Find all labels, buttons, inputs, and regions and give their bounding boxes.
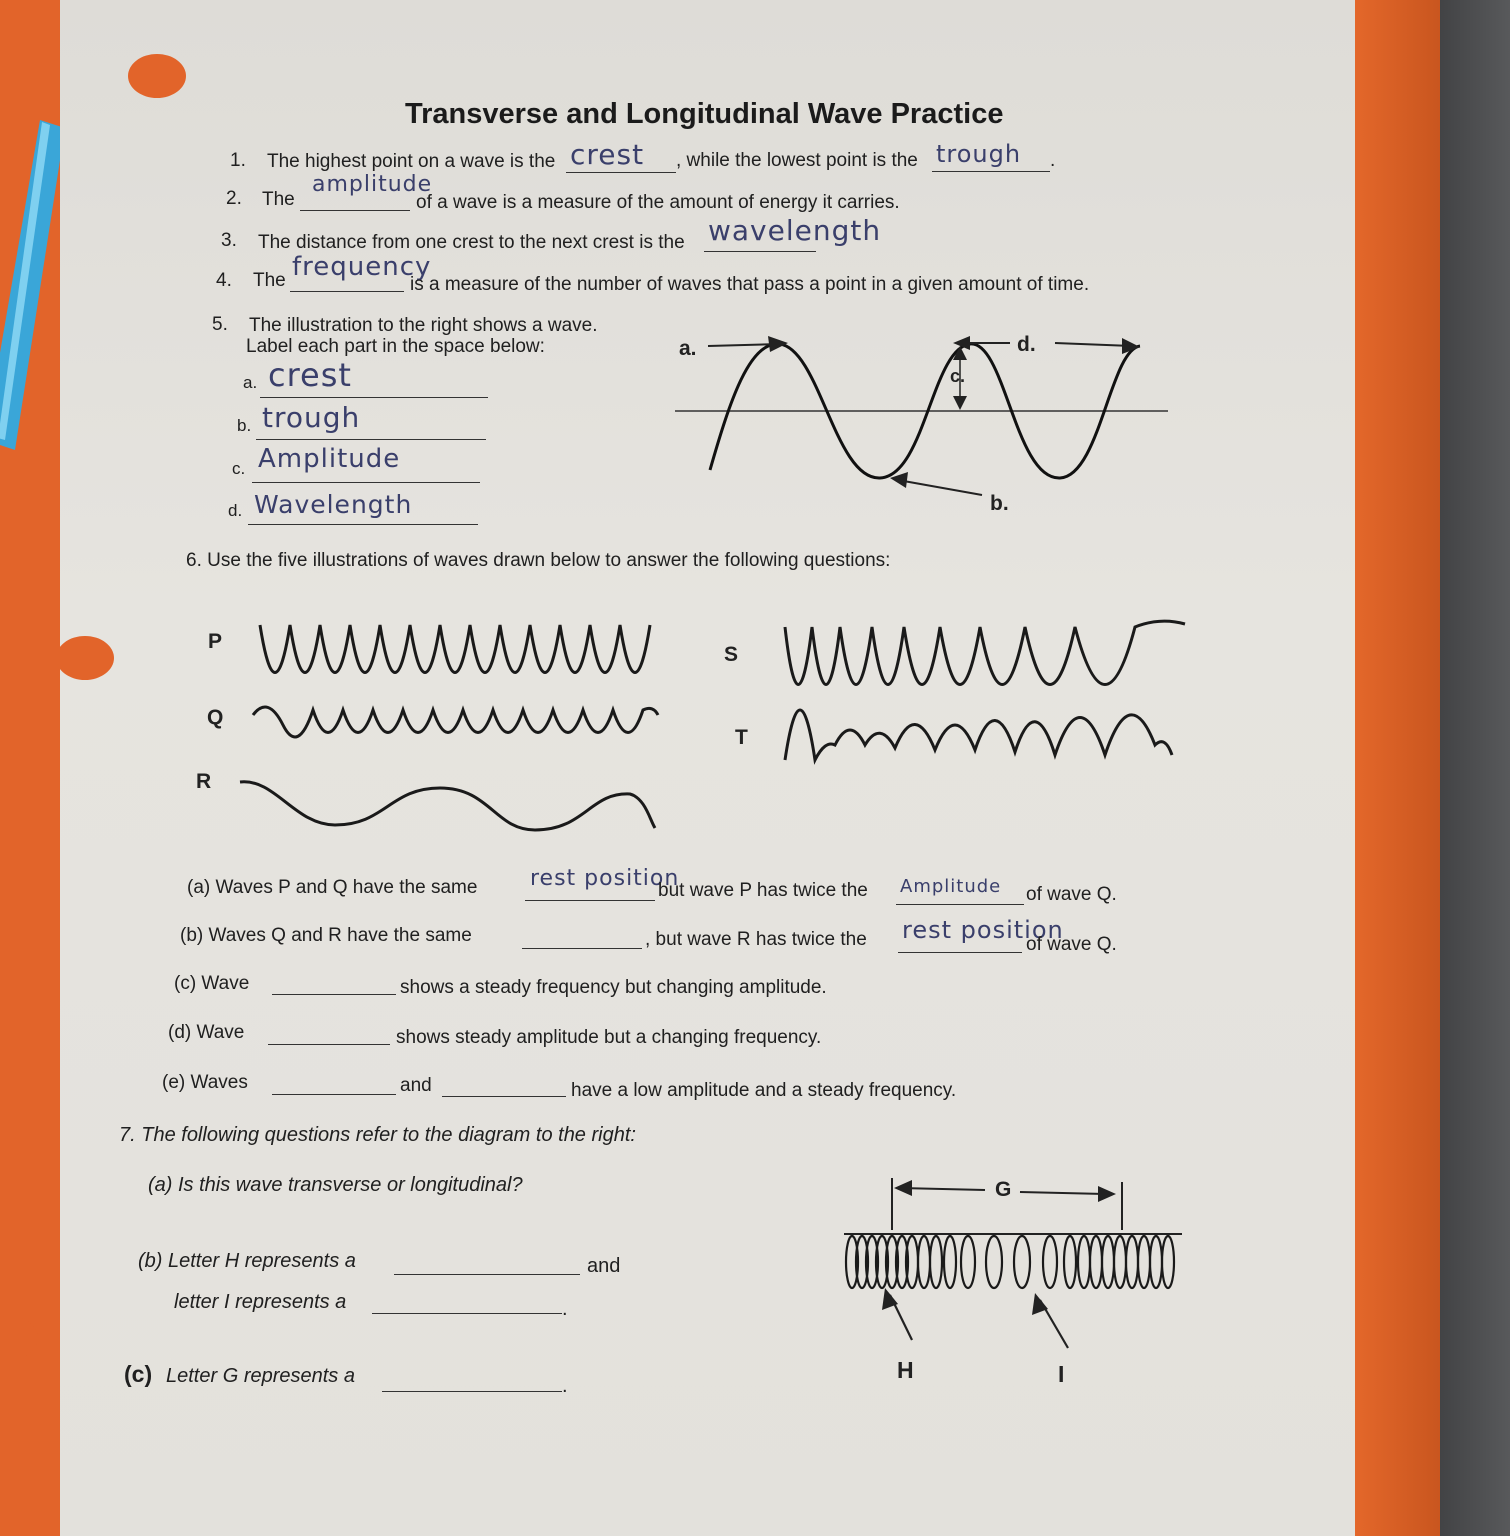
diagram-label-a: a.: [679, 337, 697, 360]
wave-label-s: S: [724, 643, 739, 666]
q5-answer-d: Wavelength: [254, 490, 413, 519]
q4-blank[interactable]: [290, 291, 404, 292]
q3-number: 3.: [221, 230, 237, 251]
wave-p: [255, 615, 675, 695]
binder-hole-middle: [56, 636, 114, 680]
q6a-answer-2: Amplitude: [900, 876, 1002, 897]
q1-blank-1[interactable]: [566, 172, 676, 173]
q5-label-c: c.: [232, 459, 246, 478]
q7-text: 7. The following questions refer to the diagram to the right:: [119, 1124, 636, 1146]
q6e-text-mid: and: [400, 1075, 432, 1096]
wave-r: [235, 770, 660, 840]
diagram-label-h: H: [897, 1357, 914, 1383]
q7b-text-1: (b) Letter H represents a: [138, 1250, 356, 1272]
diagram-label-i: I: [1058, 1361, 1065, 1387]
wave-t: [780, 700, 1180, 770]
q7b-and: and: [587, 1255, 621, 1277]
folder-edge: [1340, 0, 1440, 1536]
q6b-blank-1[interactable]: [522, 948, 642, 949]
wave-s: [780, 612, 1190, 702]
q2-blank[interactable]: [300, 210, 410, 211]
q7c-blank[interactable]: [382, 1391, 562, 1392]
q5-text-line2: Label each part in the space below:: [246, 336, 545, 357]
q5-blank-d[interactable]: [248, 524, 478, 525]
q5-answer-a: crest: [268, 356, 352, 394]
q7c-label: (c): [124, 1361, 153, 1387]
q6-text: 6. Use the five illustrations of waves drawn below to answer the following questions:: [186, 550, 891, 571]
q6b-answer-2: rest position: [902, 916, 1064, 944]
q6b-text-post: of wave Q.: [1026, 934, 1117, 955]
q2-number: 2.: [226, 188, 242, 209]
q7b-blank-2[interactable]: [372, 1313, 562, 1314]
q1-answer-1: crest: [570, 138, 645, 171]
q3-text: The distance from one crest to the next crest is the: [258, 232, 685, 253]
q5-blank-c[interactable]: [252, 482, 480, 483]
q6a-blank-1[interactable]: [525, 900, 655, 901]
q6e-blank-2[interactable]: [442, 1096, 566, 1097]
diagram-label-c: c.: [950, 366, 966, 386]
q2-answer: amplitude: [312, 172, 433, 197]
q4-answer: frequency: [292, 252, 432, 282]
q1-text-a: The highest point on a wave is the: [267, 151, 556, 172]
q5-text-line1: The illustration to the right shows a wave.: [249, 315, 598, 336]
q5-number: 5.: [212, 314, 228, 335]
q7b-blank-1[interactable]: [394, 1274, 580, 1275]
q6b-text-pre: (b) Waves Q and R have the same: [180, 925, 472, 946]
q6c-text-pre: (c) Wave: [174, 973, 250, 994]
desk-background: [1430, 0, 1510, 1536]
q7c-end: .: [562, 1375, 568, 1397]
binder-hole-top: [128, 54, 186, 98]
q6d-text-pre: (d) Wave: [168, 1022, 245, 1043]
q1-text-b: , while the lowest point is the: [676, 150, 918, 171]
q6e-blank-1[interactable]: [272, 1094, 396, 1095]
q6d-blank[interactable]: [268, 1044, 390, 1045]
wave-label-t: T: [735, 726, 748, 749]
wave-label-r: R: [196, 770, 212, 793]
q5-answer-c: Amplitude: [258, 444, 401, 474]
diagram-label-g: G: [995, 1178, 1012, 1201]
q1-text-c: .: [1050, 150, 1056, 171]
q7a-text: (a) Is this wave transverse or longitudinal?: [148, 1174, 523, 1196]
q7-longitudinal-wave-diagram: [840, 1170, 1190, 1370]
q7b-end: .: [562, 1298, 568, 1320]
q3-blank[interactable]: [704, 251, 816, 252]
q5-blank-b[interactable]: [256, 439, 486, 440]
q5-blank-a[interactable]: [260, 397, 488, 398]
q4-text-a: The: [253, 270, 286, 291]
wave-label-q: Q: [207, 706, 224, 729]
q6a-text-mid: but wave P has twice the: [658, 880, 868, 901]
wave-q: [248, 700, 668, 750]
q6c-text-post: shows a steady frequency but changing amplitude.: [400, 977, 827, 998]
page-title: Transverse and Longitudinal Wave Practice: [405, 98, 1004, 130]
q6c-blank[interactable]: [272, 994, 396, 995]
q2-text-b: of a wave is a measure of the amount of energy it carries.: [416, 192, 900, 213]
q6a-text-pre: (a) Waves P and Q have the same: [187, 877, 478, 898]
q6b-text-mid: , but wave R has twice the: [645, 929, 867, 950]
q6b-blank-2[interactable]: [898, 952, 1022, 953]
q5-answer-b: trough: [262, 401, 361, 434]
q1-blank-2[interactable]: [932, 171, 1050, 172]
q5-label-a: a.: [243, 373, 258, 392]
wave-label-p: P: [208, 630, 223, 653]
q6e-text-pre: (e) Waves: [162, 1072, 248, 1093]
q6a-answer-1: rest position: [530, 866, 680, 891]
q1-answer-2: trough: [936, 140, 1022, 168]
q7c-text: Letter G represents a: [166, 1365, 355, 1387]
q5-label-b: b.: [237, 416, 252, 435]
q7b-text-2: letter I represents a: [174, 1291, 347, 1313]
q3-answer: wavelength: [708, 214, 882, 247]
q5-label-d: d.: [228, 501, 243, 520]
diagram-label-b: b.: [990, 492, 1009, 515]
q6e-text-post: have a low amplitude and a steady frequency.: [571, 1080, 957, 1101]
q1-number: 1.: [230, 150, 246, 171]
q6d-text-post: shows steady amplitude but a changing frequency.: [396, 1027, 822, 1048]
q6a-text-post: of wave Q.: [1026, 884, 1117, 905]
diagram-label-d: d.: [1017, 333, 1036, 356]
q6a-blank-2[interactable]: [896, 904, 1024, 905]
q2-text-a: The: [262, 189, 295, 210]
q5-wave-diagram: [670, 330, 1180, 520]
q4-text-b: is a measure of the number of waves that pass a point in a given amount of time.: [410, 274, 1090, 295]
q4-number: 4.: [216, 270, 232, 291]
